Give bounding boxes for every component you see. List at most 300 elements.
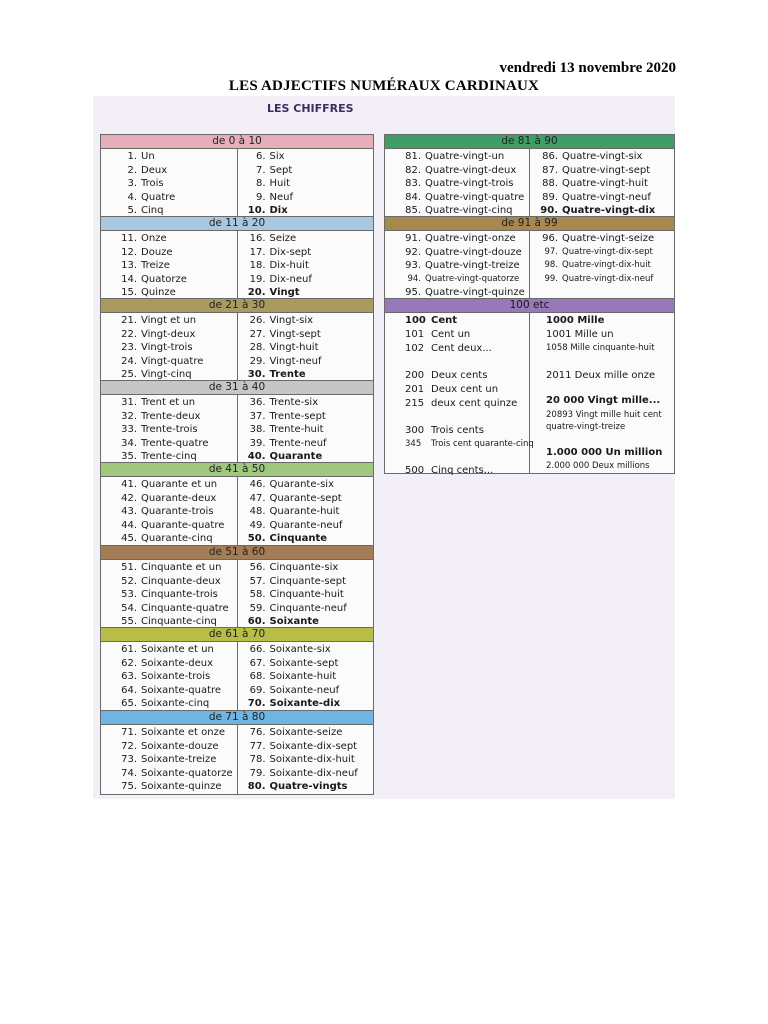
- number-row: [101, 492, 237, 506]
- number-row: [238, 726, 374, 740]
- section-header: de 31 à 40: [101, 381, 373, 395]
- number-digit: 17.: [249, 246, 266, 258]
- number-word: Treize: [141, 260, 170, 272]
- number-word: Quarante-quatre: [141, 519, 225, 531]
- number-digit: 89.: [542, 191, 558, 203]
- number-digit: 59.: [249, 602, 266, 614]
- number-word: Dix-neuf: [269, 273, 312, 285]
- number-word: Soixante: [269, 616, 319, 628]
- number-word: Quarante-six: [269, 479, 335, 490]
- number-digit: 1001: [546, 329, 575, 340]
- number-digit: 33.: [121, 424, 137, 436]
- number-word: Deux cent un: [431, 384, 499, 395]
- number-word: Un: [141, 151, 155, 162]
- hundreds-item: [546, 409, 674, 433]
- number-digit: 15.: [121, 287, 137, 299]
- right-column: [238, 149, 374, 218]
- hundreds-item: [405, 425, 484, 436]
- number-digit: 67.: [249, 657, 266, 669]
- number-word: Soixante-dix-sept: [269, 740, 358, 752]
- number-digit: 101: [405, 329, 425, 340]
- number-row: [101, 259, 237, 273]
- number-word: Vingt-trois: [141, 342, 193, 354]
- number-row: [101, 423, 237, 437]
- section-header: de 81 à 90: [385, 135, 674, 149]
- number-row: [238, 519, 374, 533]
- number-digit: 50.: [247, 533, 266, 545]
- number-word: Quarante-neuf: [269, 519, 343, 531]
- number-word: Vingt-cinq: [141, 369, 192, 381]
- number-digit: 27.: [249, 328, 266, 340]
- number-word: Cinquante et un: [141, 562, 222, 573]
- number-row: [101, 164, 237, 178]
- number-digit: 9.: [255, 191, 266, 203]
- number-row: [238, 588, 374, 602]
- number-row: [101, 328, 237, 342]
- number-digit: 11.: [121, 233, 137, 244]
- number-row: [101, 561, 237, 575]
- number-row: [238, 191, 374, 205]
- number-digit: 85.: [405, 205, 421, 217]
- number-digit: 2.: [127, 164, 137, 176]
- number-word: Quatre-vingt-neuf: [562, 191, 651, 203]
- number-digit: 98.: [544, 260, 558, 271]
- number-digit: 47.: [249, 492, 266, 504]
- right-column: [238, 725, 374, 794]
- number-word: Quatorze: [141, 273, 187, 285]
- number-digit: 24.: [121, 355, 137, 367]
- number-word: Soixante-seize: [269, 727, 343, 738]
- number-row: [101, 767, 237, 781]
- number-row: [238, 164, 374, 178]
- hundreds-item: [546, 315, 604, 326]
- number-word: Vingt mille...: [587, 395, 661, 406]
- number-digit: 26.: [249, 315, 266, 326]
- number-word: Cent un: [431, 329, 471, 340]
- number-row: [238, 341, 374, 355]
- number-row: [101, 246, 237, 260]
- number-word: Cinq cents...: [431, 465, 494, 476]
- number-digit: 56.: [249, 562, 266, 573]
- number-row: [238, 437, 374, 451]
- number-digit: 20893: [546, 410, 576, 420]
- section-header: de 21 à 30: [101, 299, 373, 313]
- number-word: Quatre-vingt-sept: [562, 164, 651, 176]
- number-row: [101, 657, 237, 671]
- left-column: [101, 477, 238, 546]
- number-digit: 49.: [249, 519, 266, 531]
- hundreds-item: [546, 343, 655, 353]
- number-digit: 23.: [121, 342, 137, 354]
- number-word: Soixante-dix: [269, 698, 341, 710]
- hundreds-item: [405, 398, 517, 409]
- number-digit: 87.: [542, 164, 558, 176]
- section-de-11-20: [100, 216, 374, 301]
- number-word: Cinquante-cinq: [141, 616, 217, 628]
- number-word: Quarante et un: [141, 479, 218, 490]
- number-digit: 72.: [121, 740, 137, 752]
- number-row: [101, 177, 237, 191]
- number-word: Cinquante-deux: [141, 575, 221, 587]
- number-word: Quatre-vingt-quinze: [425, 287, 525, 299]
- number-digit: 65.: [121, 698, 137, 710]
- number-word: Quatre-vingts: [269, 781, 348, 793]
- number-digit: 43.: [121, 506, 137, 518]
- number-row: [238, 150, 374, 164]
- section-de-71-80: [100, 710, 374, 795]
- number-row: [238, 780, 374, 794]
- hundreds-item: [546, 329, 614, 340]
- number-word: Cinquante-trois: [141, 589, 218, 601]
- number-digit: 34.: [121, 437, 137, 449]
- number-word: Soixante-quinze: [141, 781, 222, 793]
- number-row: [101, 643, 237, 657]
- number-word: Vingt-six: [269, 315, 314, 326]
- number-word: Soixante-cinq: [141, 698, 210, 710]
- number-digit: 22.: [121, 328, 137, 340]
- section-header: de 91 à 99: [385, 217, 674, 231]
- hundreds-item: [546, 395, 660, 406]
- number-digit: 53.: [121, 589, 137, 601]
- hundreds-item: [405, 370, 487, 381]
- number-word: Soixante-six: [269, 644, 331, 655]
- number-word: Soixante-dix-neuf: [269, 767, 358, 779]
- number-row: [238, 232, 374, 246]
- section-header: de 61 à 70: [101, 628, 373, 642]
- number-word: Douze: [141, 246, 173, 258]
- number-row: [530, 246, 674, 260]
- number-digit: 93.: [405, 260, 421, 272]
- number-digit: 25.: [121, 369, 137, 381]
- left-column: [101, 231, 238, 300]
- number-row: [238, 328, 374, 342]
- number-word: Quatre-vingt-dix: [562, 205, 656, 217]
- number-word: Trente-trois: [141, 424, 198, 436]
- number-digit: 96.: [542, 233, 558, 244]
- number-row: [238, 410, 374, 424]
- number-word: Soixante-treize: [141, 754, 217, 766]
- number-row: [101, 726, 237, 740]
- number-row: [101, 150, 237, 164]
- left-column: [101, 725, 238, 794]
- number-row: [101, 396, 237, 410]
- number-row: [101, 697, 237, 711]
- number-digit: 97.: [544, 246, 558, 257]
- section-100-etc: [384, 298, 675, 474]
- left-column: [101, 395, 238, 464]
- hundreds-left-column: [385, 313, 534, 476]
- number-row: [238, 697, 374, 711]
- number-digit: 57.: [249, 575, 266, 587]
- number-digit: 36.: [249, 397, 266, 408]
- sheet-subtitle: LES CHIFFRES: [267, 102, 354, 115]
- number-word: Quatre-vingt-dix-neuf: [562, 273, 654, 284]
- number-row: [238, 273, 374, 287]
- number-word: Cinquante-sept: [269, 575, 347, 587]
- section-de-81-90: [384, 134, 675, 219]
- number-row: [530, 177, 674, 191]
- number-word: Deux: [141, 164, 168, 176]
- number-digit: 81.: [405, 151, 421, 162]
- number-row: [101, 355, 237, 369]
- section-de-91-99: [384, 216, 675, 301]
- number-digit: 19.: [249, 273, 266, 285]
- number-word: Cinq: [141, 205, 164, 217]
- left-column: [101, 560, 238, 629]
- number-digit: 95.: [405, 287, 421, 299]
- number-row: [238, 684, 374, 698]
- number-digit: 54.: [121, 602, 137, 614]
- number-row: [101, 602, 237, 616]
- number-digit: 80.: [247, 781, 266, 793]
- number-digit: 90.: [540, 205, 558, 217]
- number-word: Trente-cinq: [141, 451, 197, 463]
- number-digit: 84.: [405, 191, 421, 203]
- number-row: [101, 575, 237, 589]
- number-word: Soixante-huit: [269, 671, 337, 683]
- number-digit: 91.: [405, 233, 421, 244]
- number-word: Vingt et un: [141, 315, 197, 326]
- number-word: Cinquante-quatre: [141, 602, 229, 614]
- number-word: Soixante et onze: [141, 727, 225, 738]
- number-word: Deux cents: [431, 370, 488, 381]
- section-header: de 71 à 80: [101, 711, 373, 725]
- number-digit: 6.: [255, 151, 266, 162]
- number-digit: 58.: [249, 589, 266, 601]
- number-row: [238, 492, 374, 506]
- number-row: [385, 232, 529, 246]
- number-digit: 300: [405, 425, 425, 436]
- number-row: [238, 643, 374, 657]
- number-row: [238, 423, 374, 437]
- number-word: Vingt-quatre: [141, 355, 204, 367]
- number-word: Quarante-deux: [141, 492, 217, 504]
- number-digit: 62.: [121, 657, 137, 669]
- number-digit: 83.: [405, 178, 421, 190]
- number-digit: 39.: [249, 437, 266, 449]
- number-word: Soixante-trois: [141, 671, 211, 683]
- number-word: Quatre-vingt-huit: [562, 178, 648, 190]
- left-column: [385, 231, 530, 300]
- number-word: Mille un: [574, 329, 614, 340]
- number-row: [385, 259, 529, 273]
- number-row: [101, 780, 237, 794]
- number-word: Trente-huit: [269, 424, 324, 436]
- left-column: [385, 149, 530, 218]
- number-word: Un million: [605, 447, 663, 458]
- number-word: Trois: [141, 178, 164, 190]
- number-digit: 21.: [121, 315, 137, 326]
- number-digit: 60.: [247, 616, 266, 628]
- number-row: [530, 273, 674, 287]
- number-digit: 48.: [249, 506, 266, 518]
- hundreds-item: [405, 329, 470, 340]
- number-digit: 88.: [542, 178, 558, 190]
- number-digit: 82.: [405, 164, 421, 176]
- section-de-0-10: [100, 134, 374, 219]
- number-word: Vingt-neuf: [269, 355, 322, 367]
- number-word: Quatre-vingt-treize: [425, 260, 520, 272]
- number-row: [101, 191, 237, 205]
- number-digit: 86.: [542, 151, 558, 162]
- number-digit: 14.: [121, 273, 137, 285]
- number-word: Trente-neuf: [269, 437, 327, 449]
- number-digit: 1058: [546, 343, 571, 353]
- number-word: Trente-deux: [141, 410, 201, 422]
- number-digit: 94.: [407, 273, 421, 284]
- number-row: [238, 575, 374, 589]
- number-digit: 64.: [121, 684, 137, 696]
- number-word: Quatre-vingt-deux: [425, 164, 517, 176]
- right-column: [238, 395, 374, 464]
- number-row: [530, 259, 674, 273]
- number-digit: 200: [405, 370, 425, 381]
- number-digit: 20.: [247, 287, 266, 299]
- number-word: Quinze: [141, 287, 176, 299]
- hundreds-item: [405, 315, 457, 326]
- number-word: Vingt: [269, 287, 300, 299]
- number-word: Soixante-dix-huit: [269, 754, 355, 766]
- right-column: [238, 560, 374, 629]
- number-word: Cinquante-six: [269, 562, 339, 573]
- number-word: Soixante-neuf: [269, 684, 340, 696]
- number-word: Soixante-douze: [141, 740, 219, 752]
- number-digit: 30.: [247, 369, 266, 381]
- number-digit: 20 000: [546, 395, 588, 406]
- number-digit: 37.: [249, 410, 266, 422]
- number-row: [530, 191, 674, 205]
- number-row: [238, 246, 374, 260]
- right-column: [238, 477, 374, 546]
- number-word: Huit: [269, 178, 291, 190]
- section-header: 100 etc: [385, 299, 674, 313]
- number-row: [385, 177, 529, 191]
- section-header: de 41 à 50: [101, 463, 373, 477]
- number-row: [101, 684, 237, 698]
- number-digit: 18.: [249, 260, 266, 272]
- number-digit: 500: [405, 465, 425, 476]
- number-word: Quatre-vingt-dix-sept: [562, 246, 653, 257]
- number-word: Mille: [577, 315, 605, 326]
- hundreds-item: [405, 465, 493, 476]
- number-word: Soixante-quatre: [141, 684, 222, 696]
- number-digit: 40.: [247, 451, 266, 463]
- section-de-61-70: [100, 627, 374, 712]
- right-column: [530, 149, 674, 218]
- number-digit: 92.: [405, 246, 421, 258]
- number-word: Quatre-vingt-cinq: [425, 205, 513, 217]
- number-word: Cent: [431, 315, 458, 326]
- number-digit: 16.: [249, 233, 266, 244]
- number-digit: 99.: [544, 273, 558, 284]
- number-row: [238, 314, 374, 328]
- number-digit: 1.000 000: [546, 447, 606, 458]
- number-word: Quatre-vingt-dix-huit: [562, 260, 651, 271]
- left-column: [101, 149, 238, 218]
- number-row: [238, 740, 374, 754]
- number-digit: 3.: [127, 178, 137, 190]
- number-row: [101, 437, 237, 451]
- number-word: Vingt-huit: [269, 342, 319, 354]
- number-word: Cent deux...: [431, 343, 492, 354]
- number-digit: 66.: [249, 644, 266, 655]
- number-word: Neuf: [269, 191, 293, 203]
- number-digit: 78.: [249, 754, 266, 766]
- number-digit: 4.: [127, 191, 137, 203]
- number-digit: 10.: [247, 205, 266, 217]
- right-column: [238, 642, 374, 711]
- number-row: [238, 602, 374, 616]
- number-row: [238, 670, 374, 684]
- number-row: [101, 232, 237, 246]
- number-digit: 102: [405, 343, 425, 354]
- number-row: [238, 561, 374, 575]
- number-word: Soixante-sept: [269, 657, 339, 669]
- document-date: vendredi 13 novembre 2020: [499, 60, 676, 76]
- number-digit: 71.: [121, 727, 137, 738]
- number-row: [530, 150, 674, 164]
- number-word: Seize: [269, 233, 297, 244]
- number-word: deux cent quinze: [431, 398, 518, 409]
- number-digit: 201: [405, 384, 425, 395]
- left-column: [101, 313, 238, 382]
- hundreds-item: [405, 439, 534, 449]
- number-word: Six: [269, 151, 285, 162]
- number-digit: 7.: [255, 164, 266, 176]
- number-word: Dix: [269, 205, 288, 217]
- number-word: Quarante-trois: [141, 506, 214, 518]
- number-word: Cinquante-huit: [269, 589, 344, 601]
- number-word: Quatre-vingt-quatre: [425, 191, 525, 203]
- number-word: Trent et un: [141, 397, 196, 408]
- number-digit: 69.: [249, 684, 266, 696]
- number-word: Vingt mille huit cent quatre-vingt-treize: [546, 410, 662, 432]
- number-word: Quarante: [269, 451, 323, 463]
- number-word: Quarante-cinq: [141, 533, 213, 545]
- number-digit: 63.: [121, 671, 137, 683]
- number-word: Sept: [269, 164, 293, 176]
- number-row: [238, 259, 374, 273]
- number-row: [238, 355, 374, 369]
- number-digit: 77.: [249, 740, 266, 752]
- number-word: Trente-quatre: [141, 437, 209, 449]
- number-word: Quatre-vingt-trois: [425, 178, 514, 190]
- section-header: de 0 à 10: [101, 135, 373, 149]
- section-de-31-40: [100, 380, 374, 465]
- number-word: Deux mille onze: [574, 370, 656, 381]
- number-word: Trois cent quarante-cinq: [431, 439, 534, 449]
- number-row: [101, 273, 237, 287]
- number-digit: 68.: [249, 671, 266, 683]
- number-digit: 32.: [121, 410, 137, 422]
- number-digit: 31.: [121, 397, 137, 408]
- number-word: Quatre: [141, 191, 176, 203]
- number-word: Vingt-sept: [269, 328, 321, 340]
- number-row: [101, 588, 237, 602]
- right-column: [530, 231, 674, 300]
- number-digit: 46.: [249, 479, 266, 490]
- number-word: Deux millions: [591, 461, 650, 471]
- section-de-41-50: [100, 462, 374, 547]
- number-digit: 28.: [249, 342, 266, 354]
- number-word: Soixante et un: [141, 644, 214, 655]
- numbers-sheet: [93, 96, 675, 799]
- number-digit: 29.: [249, 355, 266, 367]
- number-word: Quatre-vingt-un: [425, 151, 505, 162]
- section-de-21-30: [100, 298, 374, 383]
- number-row: [101, 314, 237, 328]
- number-word: Trente: [269, 369, 306, 381]
